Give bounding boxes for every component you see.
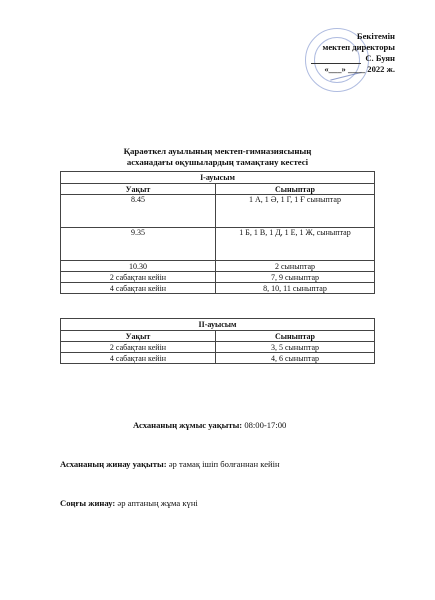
shift2-row2-time: 4 сабақтан кейін [61, 353, 216, 364]
shift1-row1-time: 8.45 [61, 195, 216, 228]
shift2-row2-classes: 4, 6 сыныптар [216, 353, 375, 364]
shift2-row1-time: 2 сабақтан кейін [61, 342, 216, 353]
shift1-row2-classes: 1 Б, 1 В, 1 Д, 1 Е, 1 Ж, сыныптар [216, 228, 375, 261]
shift1-caption: І-ауысым [61, 172, 375, 184]
shift2-row1-classes: 3, 5 сыныптар [216, 342, 375, 353]
table-row [61, 342, 375, 353]
table-row [61, 228, 375, 261]
approval-position: мектеп директоры [322, 42, 395, 52]
document-title-line1: Қараөткел ауылының мектеп-гимназиясының [123, 146, 312, 156]
approval-block [311, 31, 395, 75]
approval-title: Бекітемін [356, 31, 395, 41]
canteen-hours [133, 420, 286, 430]
final-cleaning-value: әр аптаның жұма күні [115, 498, 198, 508]
director-name: С. Буян [365, 53, 395, 63]
shift1-row2-time: 9.35 [61, 228, 216, 261]
shift2-table [60, 318, 375, 364]
shift1-row5-classes: 8, 10, 11 сыныптар [216, 283, 375, 294]
canteen-hours-label: Асхананың жұмыс уақыты: [133, 420, 243, 430]
shift1-header-classes: Сыныптар [216, 184, 375, 195]
approval-name-line [311, 53, 395, 64]
shift2-caption: ІІ-ауысым [61, 319, 375, 331]
canteen-cleaning [60, 459, 280, 469]
shift1-row4-time: 2 сабақтан кейін [61, 272, 216, 283]
document-title-line2: асханадағы оқушылардың тамақтану кестесі [126, 157, 309, 167]
canteen-cleaning-value: әр тамақ ішіп болғаннан кейін [166, 459, 280, 469]
shift1-table [60, 171, 375, 294]
shift1-row3-classes: 2 сыныптар [216, 261, 375, 272]
shift1-header-time: Уақыт [61, 184, 216, 195]
shift2-header-time: Уақыт [61, 331, 216, 342]
approval-date: «___» ____ 2022 ж. [324, 64, 395, 74]
shift1-row1-classes: 1 А, 1 Ә, 1 Г, 1 Ғ сыныптар [216, 195, 375, 228]
shift1-row5-time: 4 сабақтан кейін [61, 283, 216, 294]
table-row [61, 353, 375, 364]
canteen-cleaning-label: Асхананың жинау уақыты: [60, 459, 167, 469]
table-row [61, 195, 375, 228]
canteen-hours-value: 08:00-17:00 [242, 420, 287, 430]
shift1-row4-classes: 7, 9 сыныптар [216, 272, 375, 283]
final-cleaning-label: Соңғы жинау: [60, 498, 116, 508]
shift1-row3-time: 10.30 [61, 261, 216, 272]
table-row [61, 283, 375, 294]
table-row [61, 261, 375, 272]
final-cleaning [60, 498, 198, 508]
shift2-header-classes: Сыныптар [216, 331, 375, 342]
table-row [61, 272, 375, 283]
